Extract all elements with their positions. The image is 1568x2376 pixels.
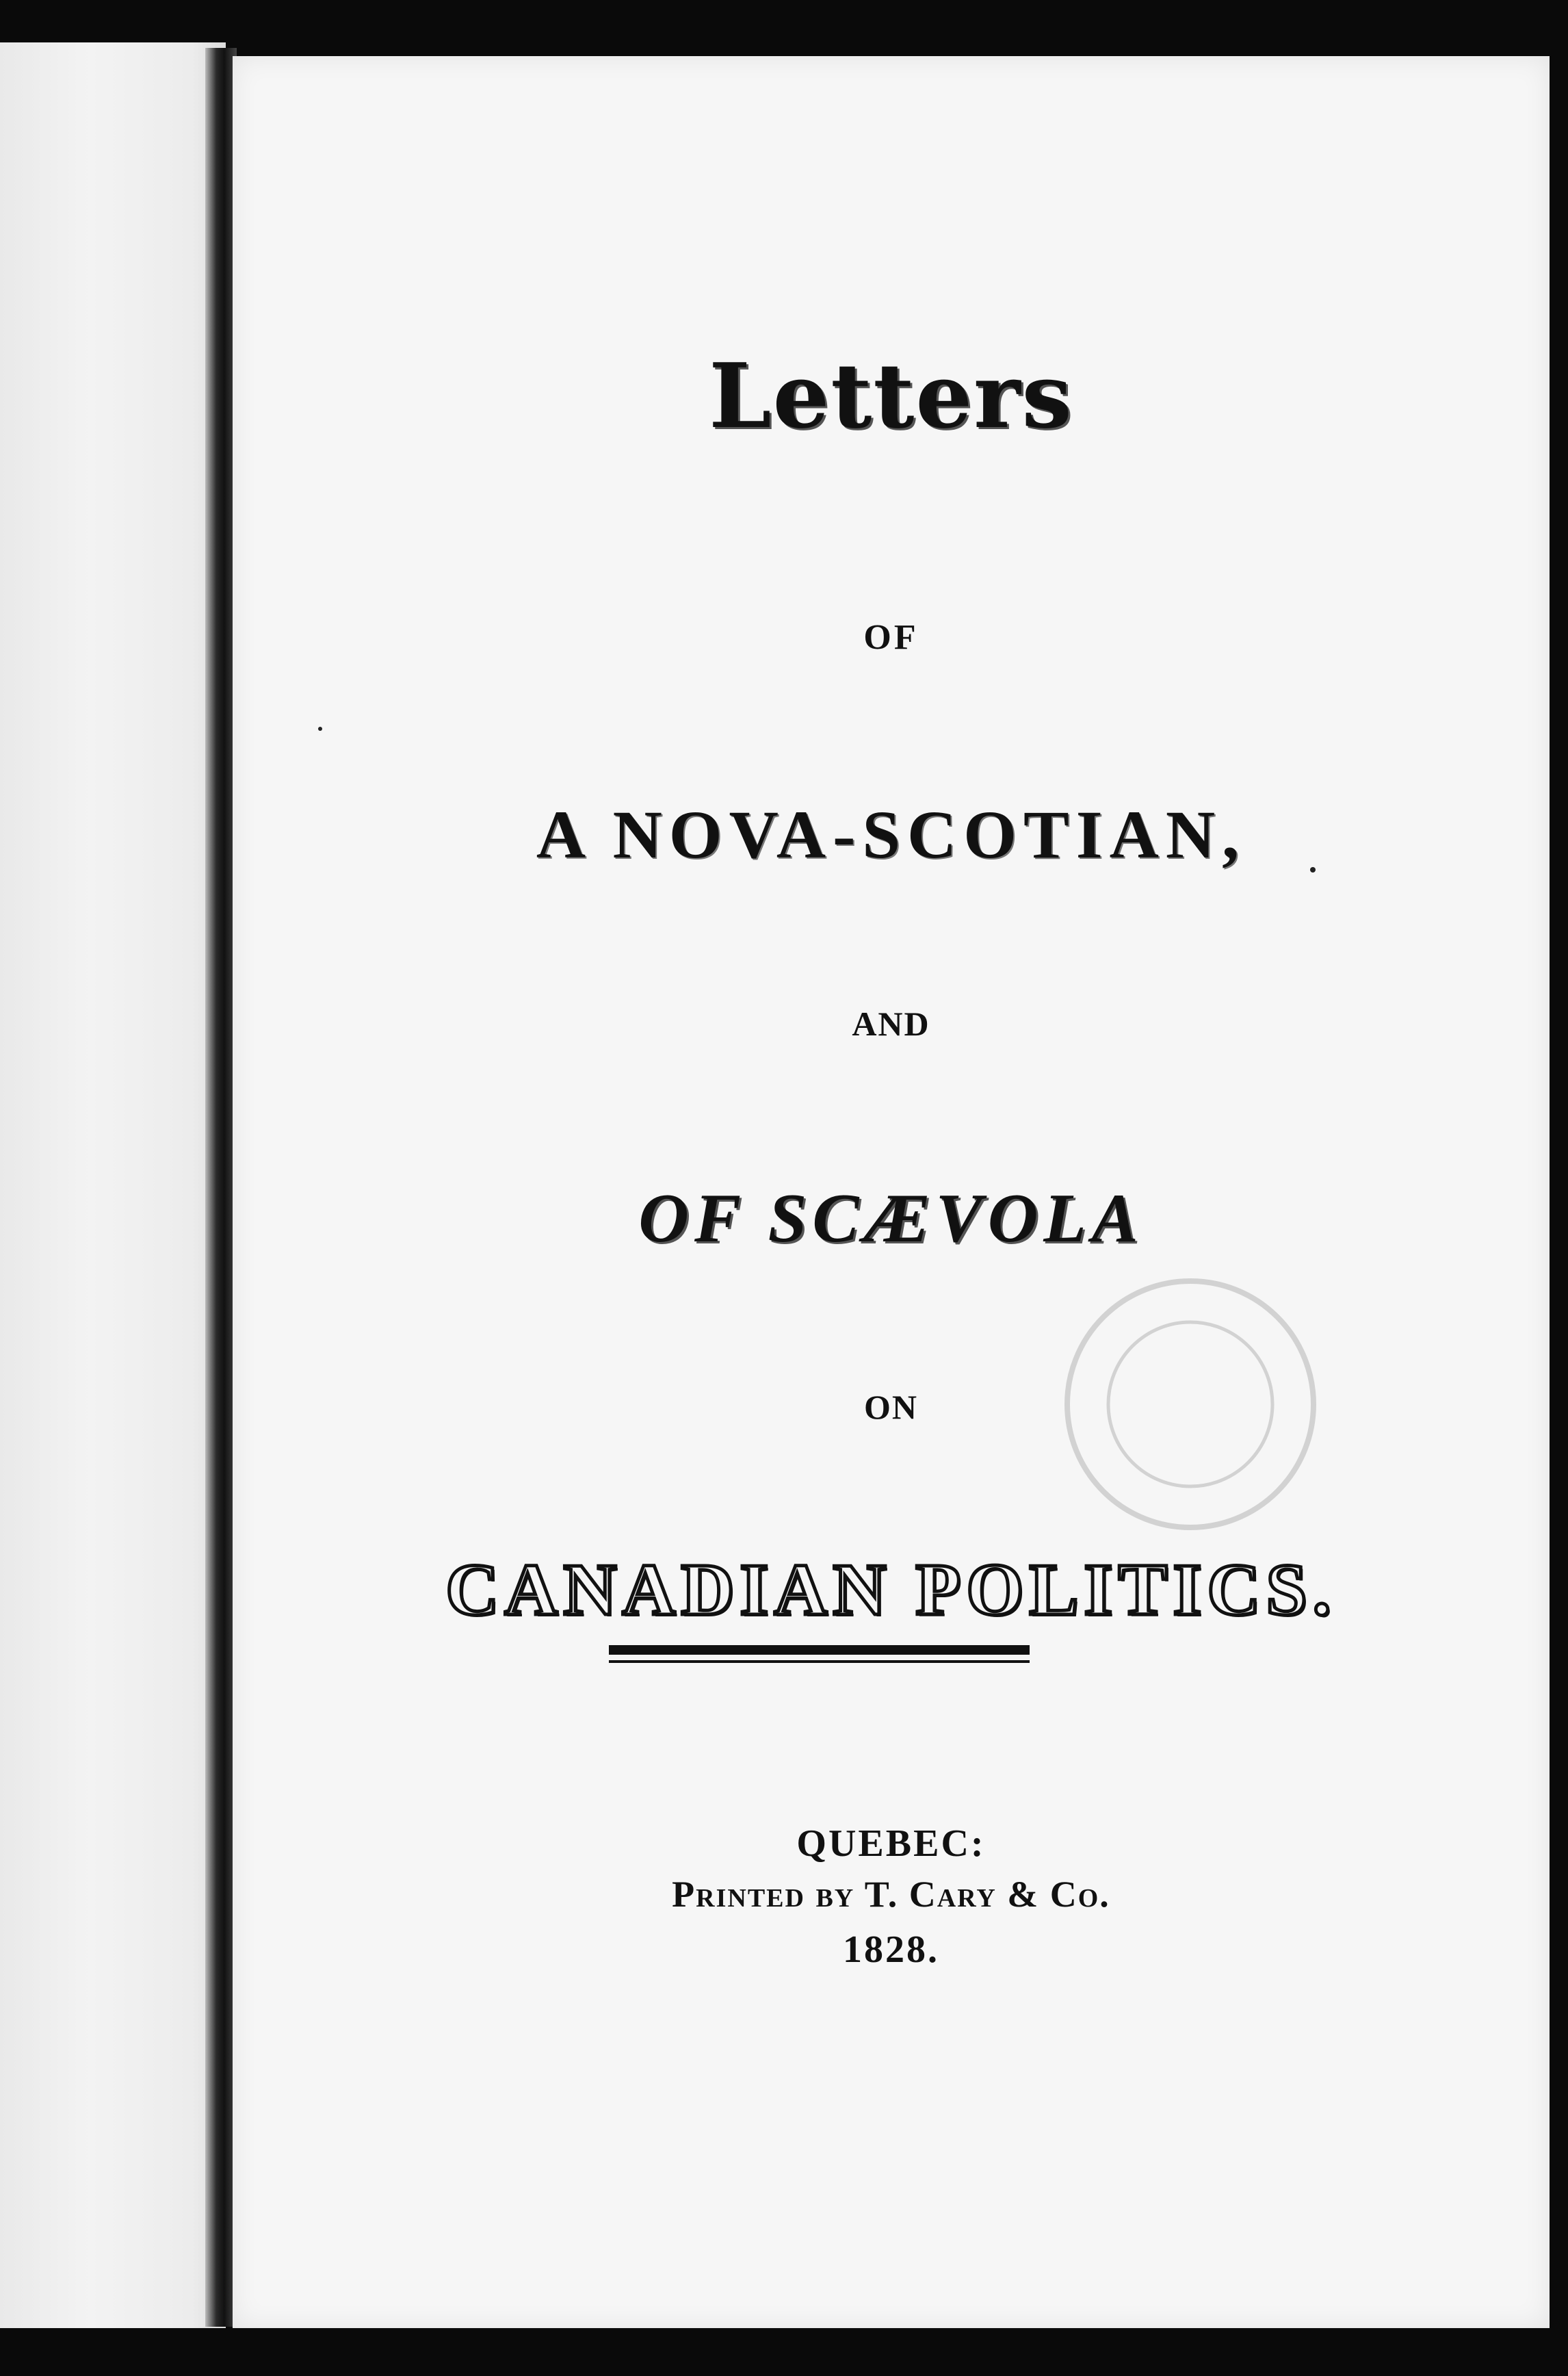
library-stamp-icon: [1054, 1267, 1327, 1541]
connector-of: OF: [863, 618, 919, 657]
ink-speck: [318, 727, 322, 731]
connector-on: ON: [864, 1388, 918, 1426]
subject-title: CANADIAN POLITICS.: [445, 1549, 1337, 1631]
rule-thin: [609, 1660, 1030, 1663]
author-nova-scotian: A NOVA-SCOTIAN,: [536, 797, 1246, 873]
flyleaf: [0, 42, 226, 2328]
imprint-printer: Printed by T. Cary & Co.: [672, 1874, 1110, 1915]
ink-speck: [1310, 867, 1316, 873]
connector-and: AND: [852, 1005, 930, 1043]
rule-thick: [609, 1645, 1030, 1655]
imprint-year: 1828.: [843, 1928, 939, 1971]
author-scaevola: OF SCÆVOLA: [638, 1180, 1144, 1257]
title: Letters: [709, 344, 1073, 448]
imprint-city: QUEBEC:: [796, 1822, 986, 1865]
title-page: [233, 56, 1550, 2328]
double-rule-divider: [609, 1645, 1030, 1663]
